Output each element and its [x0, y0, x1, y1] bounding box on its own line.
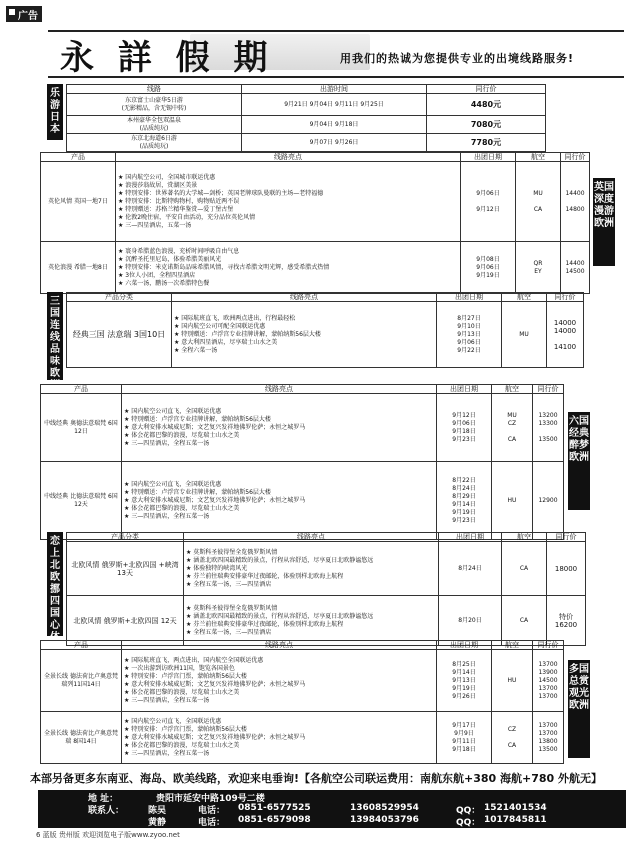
dates-cell: 9月08日 9月06日 9月19日 [461, 242, 516, 294]
address-label: 地 址： [88, 794, 119, 804]
col-header: 产品 [41, 385, 122, 394]
qq-label: QQ： [456, 818, 481, 828]
phone-label: 电话： [198, 818, 226, 828]
highlights-cell: ★ 国际航班直飞，欧洲两点进出，行程最轻松 ★ 国内航空公司可配全国联运优惠 ★ 特别赠送：卢浮宫专业挂牌讲解，蒙帕纳斯56层大楼 ★ 意大利四星酒店，尽享瑞士山水之美 ★ 全程六菜一汤 [172, 302, 437, 368]
price-cell: 7780元 [427, 134, 546, 152]
product-cell: 北欧风情 俄罗斯+北欧四国 12天 [67, 596, 184, 646]
brand-slogan: 用我们的热诚为您提供专业的出境线路服务! [340, 52, 575, 65]
air-cell: CA [502, 596, 547, 646]
dates-cell: 9月06日 9月12日 [461, 162, 516, 242]
col-header: 同行价 [533, 385, 564, 394]
price-cell: 12900 [533, 462, 564, 540]
col-header: 航空 [516, 153, 561, 162]
address-text: 贵阳市延安中路109号二楼 [156, 794, 265, 804]
col-header: 同行价 [547, 293, 584, 302]
col-header: 出游时间 [242, 85, 427, 94]
phone-label: 电话： [198, 806, 226, 816]
tab-nordic: 恋上北欧 挪四国心 体验 [47, 532, 63, 636]
route-cell: 东京富士山豪华5日游 (无影精品，含无锡中转) [67, 94, 242, 116]
highlights-cell: ★ 国内航空公司，全国城市联运优惠 ★ 浪漫莎翁故居，赏湖区美景 ★ 特别安排：世界著名的大学城—剑桥；英国老牌球队曼联的主场—老特福德 ★ 特别安排：比斯特购物村，购物贴近两不误 ★ 特别赠送：苏格兰精华鉴赏—爱丁堡古堡 ★ 伦敦2晚住宿，平安自由活动，充分品位英伦风情 ★ 三—四星酒店，五菜一汤 [116, 162, 461, 242]
six-table [40, 384, 564, 540]
col-header: 出团日期 [439, 533, 502, 542]
col-header: 航空 [502, 533, 547, 542]
dates-cell: 8月22日 8月24日 8月29日 9月14日 9月19日 9月23日 [437, 462, 492, 540]
price-cell: 18000 [547, 542, 586, 596]
air-cell: CA [502, 542, 547, 596]
highlights-cell: ★ 寰身希腊蓝色浪漫，充析时间呼吸自由气息 ★ 沉醉圣托里尼岛，体验希腊美丽风光 ★ 特别安排：米克诺斯岛品味希腊风情，寻找古希腊文明光辉，感受希腊式热情 ★ 3位人小团，全程四星酒店 ★ 六菜一汤，鹏汤一次希腊特色餐 [116, 242, 461, 294]
col-header: 产品分类 [67, 533, 184, 542]
col-header: 线路亮点 [122, 641, 437, 650]
dates-cell: 9月07日 9月26日 [242, 134, 427, 152]
mobile-number: 13608529954 [350, 803, 419, 813]
qq-label: QQ： [456, 806, 481, 816]
price-cell: 13700 13700 13800 13500 [533, 712, 564, 764]
col-header: 同行价 [533, 641, 564, 650]
product-cell: 中线经典 比德法意瑞梵 6国12天 [41, 462, 122, 540]
air-cell: QR EY [516, 242, 561, 294]
brand-name: 永 詳 假 期 [60, 38, 274, 78]
product-cell: 中线经典 奥德法意瑞梵 6国12日 [41, 394, 122, 462]
product-cell: 经典三国 法意瑞 3国10日 [67, 302, 172, 368]
col-header: 线路亮点 [184, 533, 439, 542]
tab-uk: 英国深度 漫游欧洲 [593, 178, 615, 266]
air-cell: MU CA [516, 162, 561, 242]
col-header: 线路亮点 [172, 293, 437, 302]
dates-cell: 8月27日 9月10日 9月13日 9月06日 9月22日 [437, 302, 502, 368]
japan-table [66, 84, 546, 152]
price-cell: 13200 13300 13500 [533, 394, 564, 462]
dates-cell: 8月20日 [439, 596, 502, 646]
product-cell: 英伦浪漫 希腊一地8日 [41, 242, 116, 294]
col-header: 出团日期 [461, 153, 516, 162]
italy-table [66, 292, 584, 368]
product-cell: 全景长线 德法荷比卢奥意梵瑞 8国14日 [41, 712, 122, 764]
highlights-cell: ★ 国内航空公司直飞，全国联运优惠 ★ 特别安排：卢浮宫门票，蒙帕纳斯56层大楼 ★ 意大利安排水城威尼斯；文艺复兴发祥地佛罗伦萨；永恒之城罗马 ★ 体会花都巴黎的浪漫，尽览瑞士山水之美 ★ 三—四星酒店，全程五菜一汤 [122, 712, 437, 764]
tab-six-countries: 六国经典 醉梦欧洲 [568, 412, 590, 510]
highlights-cell: ★ 莫斯科圣彼得堡全览俄罗斯风情 ★ 涵盖北欧四国最精致的景点，行程从容舒适，尽享夏日北欧静谧悠远 ★ 体验独特的峡湾风光 ★ 芬兰前往瑞典安排豪华过夜邮轮，体验别样北欧海上航程 ★ 全程五菜一汤，三—四星酒店 [184, 542, 439, 596]
col-header: 航空 [502, 293, 547, 302]
col-header: 航空 [492, 385, 533, 394]
highlights-cell: ★ 国内航空公司直飞，全国联运优惠 ★ 特别赠送：卢浮宫专业挂牌讲解，蒙帕纳斯56层大楼 ★ 意大利安排水城威尼斯；文艺复兴发祥地佛罗伦萨；永恒之城罗马 ★ 体会花都巴黎的浪漫，尽览瑞士山水之美 ★ 三—四星酒店，全程五菜一汤 [122, 394, 437, 462]
air-cell: MU [502, 302, 547, 368]
highlights-cell: ★ 莫斯科圣彼得堡全览俄罗斯风情 ★ 涵盖北欧四国最精致的景点，行程从容舒适，尽享夏日北欧静谧悠远 ★ 芬兰前往瑞典安排豪华过夜邮轮，体验别样北欧海上航程 ★ 全程五菜一汤，三—四星酒店 [184, 596, 439, 646]
col-header: 出团日期 [437, 293, 502, 302]
tab-multi-countries: 多国总赏 观光欧洲 [568, 660, 590, 758]
col-header: 同行价 [561, 153, 590, 162]
dates-cell: 8月24日 [439, 542, 502, 596]
air-cell: CZ CA [492, 712, 533, 764]
ad-label: 广告 [6, 6, 42, 22]
highlights-cell: ★ 国际航班直飞，两点进出，国内航空全国联运优惠 ★ 一次出游到访欧洲11国，饱览各国景色 ★ 特别安排：卢浮宫门票，蒙帕纳斯56层大楼 ★ 意大利安排水城威尼斯；文艺复兴发祥地佛罗伦萨；永恒之城罗马 ★ 体会花都巴黎的浪漫，尽览瑞士山水之美 ★ 三—四星酒店，全程五菜一汤 [122, 650, 437, 712]
air-cell: HU [492, 462, 533, 540]
phone-number: 0851-6579098 [238, 815, 311, 825]
air-cell: MU CZ CA [492, 394, 533, 462]
col-header: 产品 [41, 153, 116, 162]
contact-block [38, 790, 626, 828]
price-cell: 13700 13900 14500 13700 13700 [533, 650, 564, 712]
col-header: 线路亮点 [116, 153, 461, 162]
qq-number: 1521401534 [484, 803, 547, 813]
tab-japan: 乐游日本 [47, 84, 63, 140]
col-header: 航空 [492, 641, 533, 650]
mobile-number: 13984053796 [350, 815, 419, 825]
page-info: 6 蓝版 贵州版 欢迎浏览电子版www.zyoo.net [36, 831, 180, 839]
col-header: 线路亮点 [122, 385, 437, 394]
product-cell: 英伦风情 英国一地7日 [41, 162, 116, 242]
product-cell: 北欧风情 俄罗斯+北欧四国 +峡湾13天 [67, 542, 184, 596]
price-cell: 特价 16200 [547, 596, 586, 646]
multi-table [40, 640, 564, 764]
contact-name: 黄静 [148, 818, 167, 828]
price-cell: 7080元 [427, 116, 546, 134]
price-cell: 14000 14000 14100 [547, 302, 584, 368]
price-cell: 4480元 [427, 94, 546, 116]
air-cell: HU [492, 650, 533, 712]
col-header: 同行价 [547, 533, 586, 542]
contact-label: 联系人： [88, 806, 125, 816]
uk-table [40, 152, 590, 294]
qq-number: 1017845811 [484, 815, 547, 825]
promo-line: 本部另备更多东南亚、海岛、欧美线路，欢迎来电垂询!【各航空公司联运费用：南航东航+380 海航+780 外航无】 [30, 772, 603, 785]
col-header: 出团日期 [437, 641, 492, 650]
price-cell: 14400 14800 [561, 162, 590, 242]
col-header: 产品分类 [67, 293, 172, 302]
tab-three-countries: 三国连线 品味欧洲 [47, 292, 63, 380]
col-header: 出团日期 [437, 385, 492, 394]
col-header: 同行价 [427, 85, 546, 94]
phone-number: 0851-6577525 [238, 803, 311, 813]
dates-cell: 9月12日 9月06日 9月18日 9月23日 [437, 394, 492, 462]
nordic-table [66, 532, 586, 646]
dates-cell: 8月25日 9月14日 9月13日 9月19日 9月26日 [437, 650, 492, 712]
route-cell: 本州豪华全包双温泉 (品质纯玩) [67, 116, 242, 134]
dates-cell: 9月17日 9月9日 9月11日 9月18日 [437, 712, 492, 764]
highlights-cell: ★ 国内航空公司直飞，全国联运优惠 ★ 特别赠送：卢浮宫专业挂牌讲解，蒙帕纳斯56层大楼 ★ 意大利安排水城威尼斯；文艺复兴发祥地佛罗伦萨；永恒之城罗马 ★ 体会花都巴黎的浪漫，尽览瑞士山水之美 ★ 三—四星酒店，全程五菜一汤 [122, 462, 437, 540]
dates-cell: 9月21日 9月04日 9月11日 9月25日 [242, 94, 427, 116]
product-cell: 全景长线 德法荷比卢奥意梵 瑞列11国14日 [41, 650, 122, 712]
contact-name: 陈吴 [148, 806, 167, 816]
col-header: 线路 [67, 85, 242, 94]
route-cell: 东京北海道6日游 (品质纯玩) [67, 134, 242, 152]
price-cell: 14400 14500 [561, 242, 590, 294]
col-header: 产品 [41, 641, 122, 650]
dates-cell: 9月04日 9月18日 [242, 116, 427, 134]
